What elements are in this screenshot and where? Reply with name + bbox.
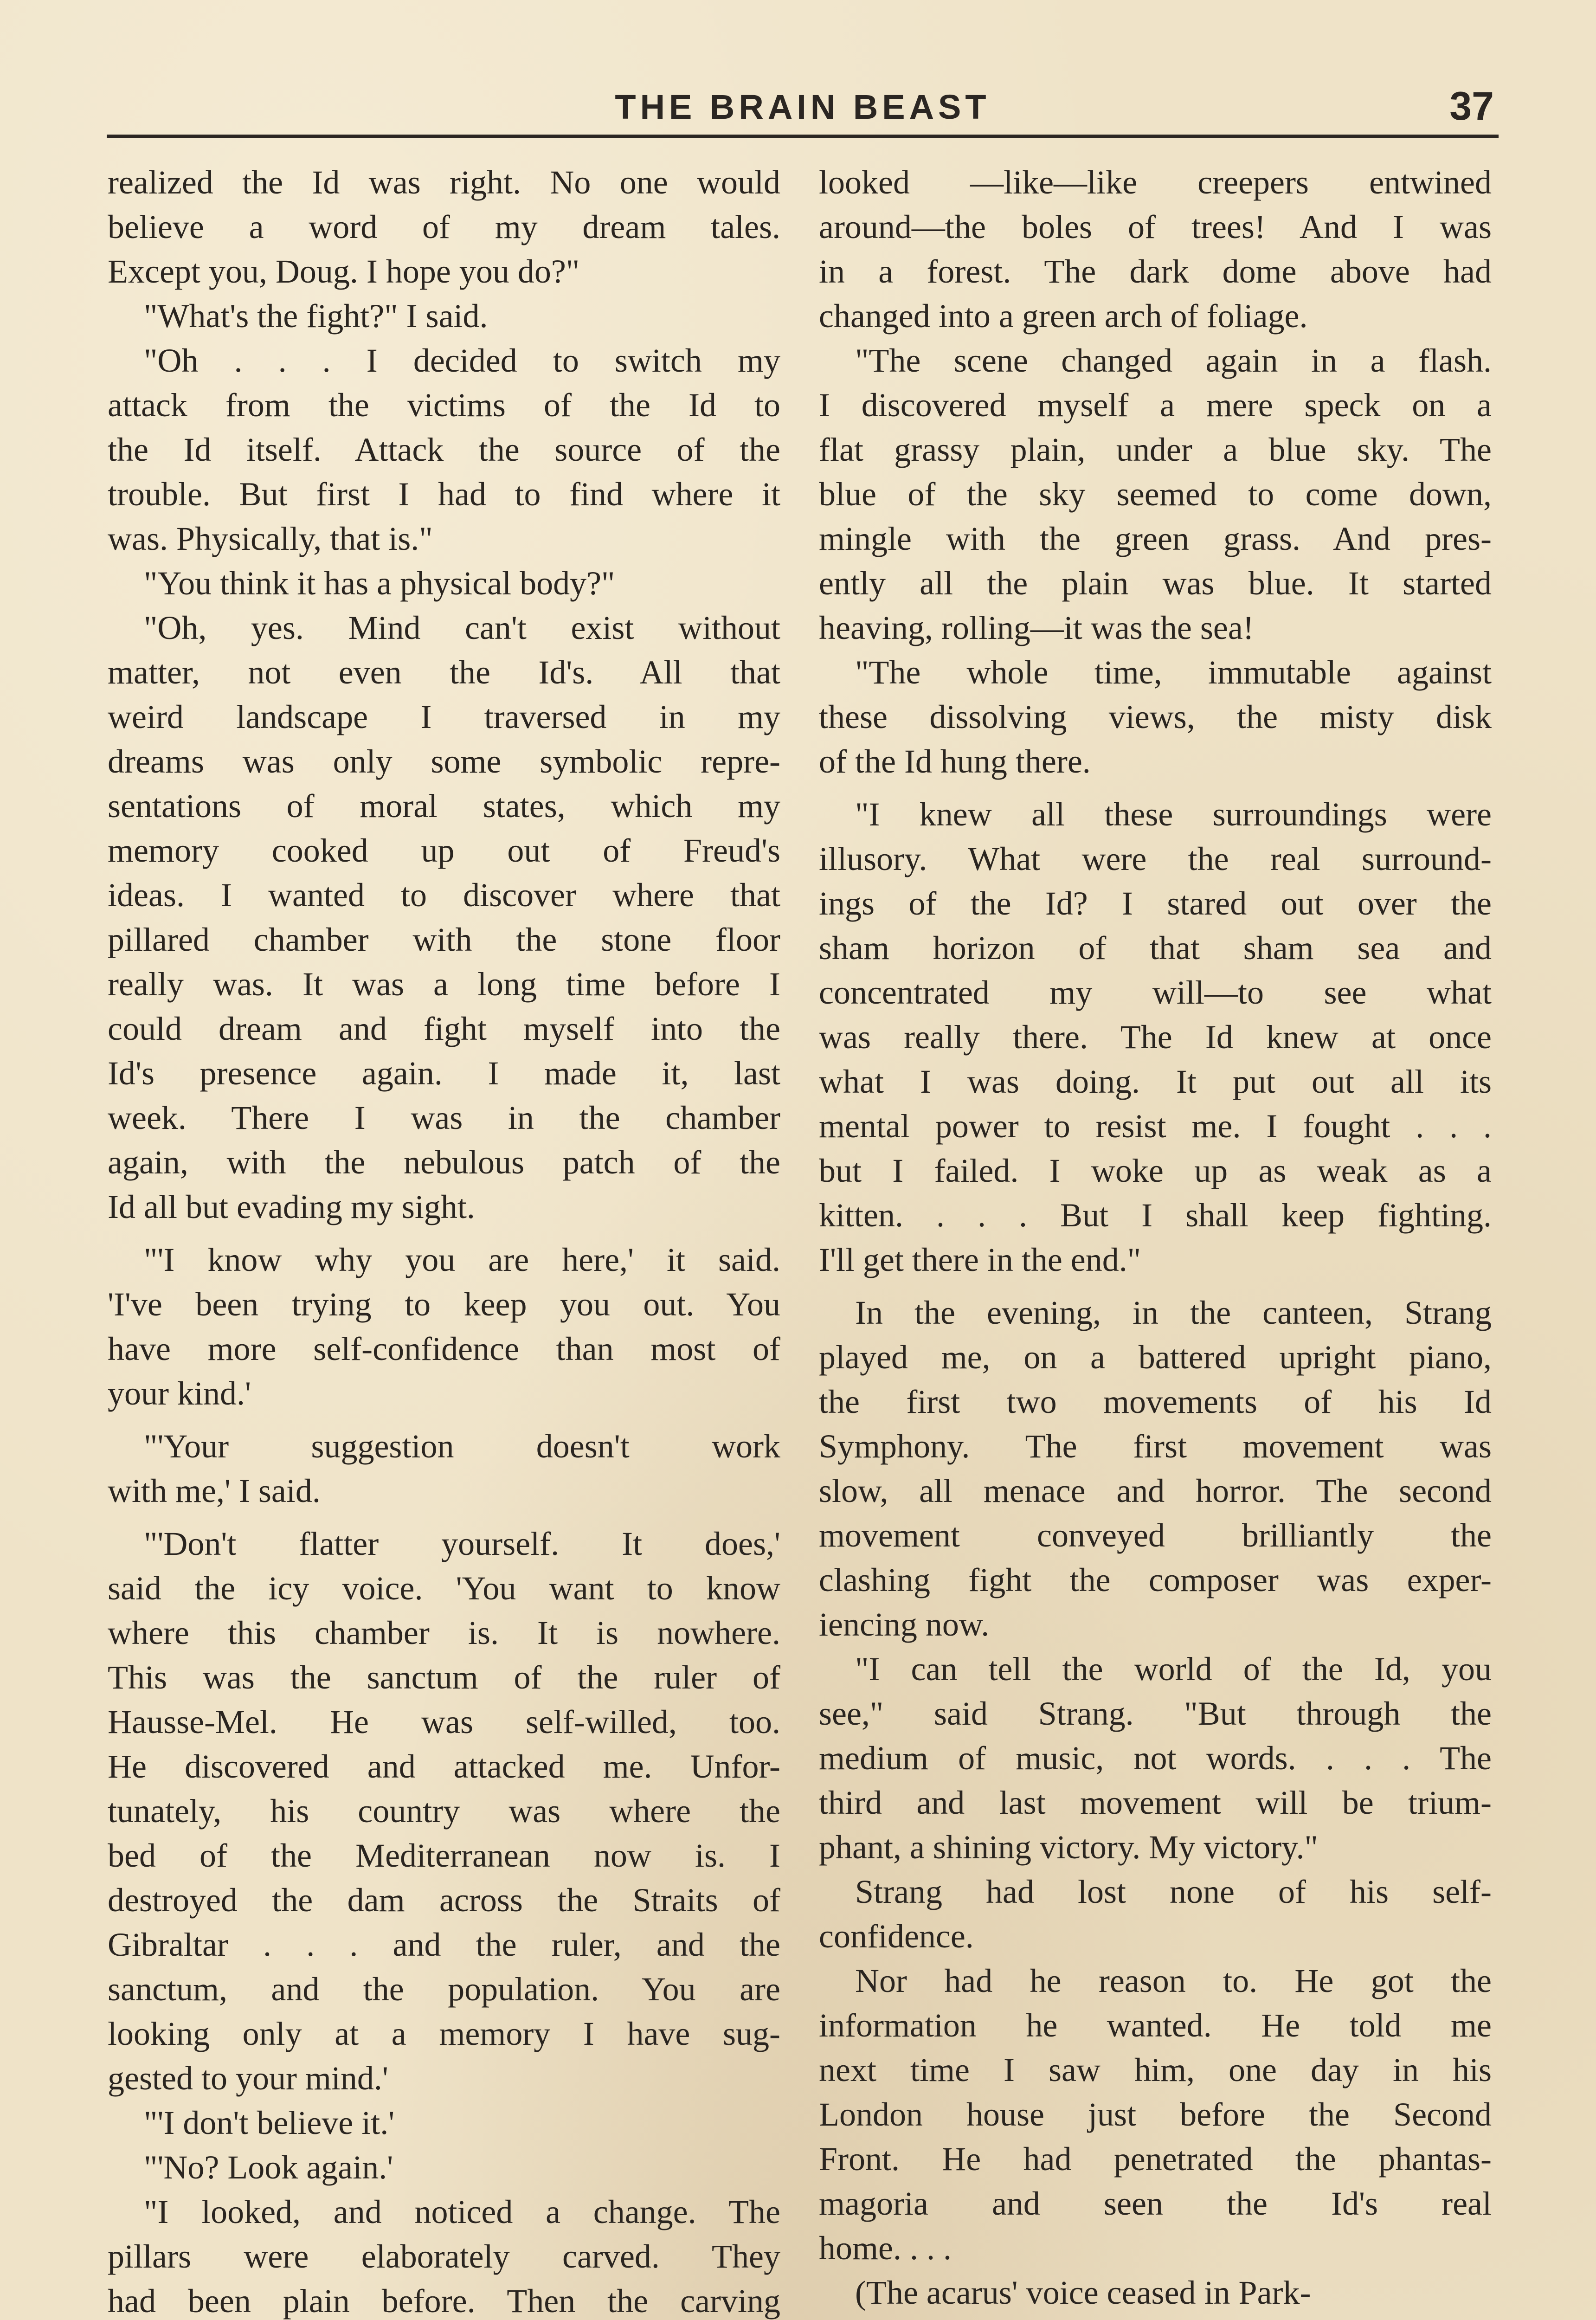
text-line: was really there. The Id knew at once bbox=[819, 1018, 1492, 1056]
text-line: confidence. bbox=[819, 1918, 974, 1955]
text-line: I'll get there in the end." bbox=[819, 1241, 1141, 1278]
text-line: "The whole time, immutable against bbox=[855, 654, 1492, 691]
text-line: London house just before the Second bbox=[819, 2096, 1492, 2133]
text-line: the Id itself. Attack the source of the bbox=[108, 431, 780, 468]
text-line: had been plain before. Then the carving bbox=[108, 2282, 780, 2320]
left-text-column bbox=[108, 160, 780, 2320]
text-line: these dissolving views, the misty disk bbox=[819, 698, 1492, 735]
text-line: "Oh, yes. Mind can't exist without bbox=[144, 609, 780, 646]
text-line: blue of the sky seemed to come down, bbox=[819, 476, 1492, 513]
page-header bbox=[107, 84, 1499, 138]
text-line: "I knew all these surroundings were bbox=[855, 796, 1492, 833]
text-line: "'Your suggestion doesn't work bbox=[144, 1428, 780, 1465]
text-line: medium of music, not words. . . . The bbox=[819, 1740, 1492, 1777]
text-line: Id's presence again. I made it, last bbox=[108, 1055, 780, 1092]
text-line: Strang had lost none of his self- bbox=[855, 1873, 1492, 1910]
text-line: Gibraltar . . . and the ruler, and the bbox=[108, 1926, 780, 1963]
text-line: I discovered myself a mere speck on a bbox=[819, 387, 1492, 424]
text-line: really was. It was a long time before I bbox=[108, 966, 780, 1003]
text-line: Id all but evading my sight. bbox=[108, 1188, 475, 1225]
text-line: Hausse-Mel. He was self-willed, too. bbox=[108, 1703, 780, 1740]
text-line: was. Physically, that is." bbox=[108, 520, 433, 557]
text-line: in a forest. The dark dome above had bbox=[819, 253, 1492, 290]
text-line: "I can tell the world of the Id, you bbox=[855, 1650, 1492, 1688]
text-line: 'I've been trying to keep you out. You bbox=[108, 1286, 780, 1323]
text-line: (The acarus' voice ceased in Park- bbox=[855, 2274, 1311, 2311]
text-line: "The scene changed again in a flash. bbox=[855, 342, 1492, 379]
text-line: Front. He had penetrated the phantas- bbox=[819, 2140, 1492, 2178]
text-line: "'I don't believe it.' bbox=[144, 2104, 395, 2141]
text-line: ings of the Id? I stared out over the bbox=[819, 885, 1492, 922]
text-line: clashing fight the composer was exper- bbox=[819, 1561, 1492, 1598]
right-text-column bbox=[819, 160, 1492, 2315]
text-line: but I failed. I woke up as weak as a bbox=[819, 1152, 1492, 1189]
text-line: concentrated my will—to see what bbox=[819, 974, 1492, 1011]
running-title: THE BRAIN BEAST bbox=[615, 88, 991, 126]
text-line: flat grassy plain, under a blue sky. The bbox=[819, 431, 1492, 468]
text-line: matter, not even the Id's. All that bbox=[108, 654, 780, 691]
text-line: where this chamber is. It is nowhere. bbox=[108, 1614, 780, 1651]
text-line: what I was doing. It put out all its bbox=[819, 1063, 1492, 1100]
text-line: tunately, his country was where the bbox=[108, 1792, 780, 1830]
text-line: have more self-confidence than most of bbox=[108, 1330, 780, 1367]
text-line: changed into a green arch of foliage. bbox=[819, 297, 1308, 335]
text-line: heaving, rolling—it was the sea! bbox=[819, 609, 1254, 646]
text-line: Nor had he reason to. He got the bbox=[855, 1962, 1492, 1999]
text-line: magoria and seen the Id's real bbox=[819, 2185, 1492, 2222]
text-line: "What's the fight?" I said. bbox=[144, 297, 488, 335]
text-line: home. . . . bbox=[819, 2230, 952, 2267]
text-line: destroyed the dam across the Straits of bbox=[108, 1882, 780, 1919]
text-line: sham horizon of that sham sea and bbox=[819, 929, 1492, 967]
text-line: pillared chamber with the stone floor bbox=[108, 921, 780, 958]
text-line: mental power to resist me. I fought . . . bbox=[819, 1108, 1492, 1145]
text-line: played me, on a battered upright piano, bbox=[819, 1339, 1492, 1376]
text-line: "'I know why you are here,' it said. bbox=[144, 1241, 780, 1278]
text-line: sentations of moral states, which my bbox=[108, 787, 780, 825]
text-line: bed of the Mediterranean now is. I bbox=[108, 1837, 780, 1874]
text-line: third and last movement will be trium- bbox=[819, 1784, 1492, 1821]
text-line: next time I saw him, one day in his bbox=[819, 2051, 1492, 2088]
text-line: sanctum, and the population. You are bbox=[108, 1971, 780, 2008]
text-line: pillars were elaborately carved. They bbox=[108, 2238, 780, 2275]
text-line: movement conveyed brilliantly the bbox=[819, 1517, 1492, 1554]
text-line: "Oh . . . I decided to switch my bbox=[144, 342, 780, 379]
text-line: weird landscape I traversed in my bbox=[108, 698, 780, 735]
text-line: ently all the plain was blue. It started bbox=[819, 565, 1492, 602]
text-line: Symphony. The first movement was bbox=[819, 1428, 1492, 1465]
text-line: again, with the nebulous patch of the bbox=[108, 1144, 780, 1181]
text-line: attack from the victims of the Id to bbox=[108, 387, 780, 424]
text-line: iencing now. bbox=[819, 1606, 990, 1643]
page-number: 37 bbox=[1449, 84, 1494, 129]
text-line: realized the Id was right. No one would bbox=[108, 164, 780, 201]
text-line: memory cooked up out of Freud's bbox=[108, 832, 780, 869]
text-line: with me,' I said. bbox=[108, 1472, 321, 1509]
text-line: mingle with the green grass. And pres- bbox=[819, 520, 1492, 557]
text-line: could dream and fight myself into the bbox=[108, 1010, 780, 1047]
text-line: "'No? Look again.' bbox=[144, 2149, 393, 2186]
text-line: kitten. . . . But I shall keep fighting. bbox=[819, 1197, 1492, 1234]
text-line: illusory. What were the real surround- bbox=[819, 840, 1492, 877]
text-line: "You think it has a physical body?" bbox=[144, 565, 615, 602]
text-line: your kind.' bbox=[108, 1375, 251, 1412]
text-line: of the Id hung there. bbox=[819, 743, 1091, 780]
text-line: gested to your mind.' bbox=[108, 2060, 388, 2097]
text-line: phant, a shining victory. My victory." bbox=[819, 1829, 1318, 1866]
text-line: "I looked, and noticed a change. The bbox=[144, 2193, 780, 2230]
text-line: looked —like—like creepers entwined bbox=[819, 164, 1492, 201]
text-line: This was the sanctum of the ruler of bbox=[108, 1659, 780, 1696]
text-line: believe a word of my dream tales. bbox=[108, 208, 780, 245]
text-line: Except you, Doug. I hope you do?" bbox=[108, 253, 580, 290]
text-line: "'Don't flatter yourself. It does,' bbox=[144, 1525, 780, 1562]
text-line: trouble. But first I had to find where it bbox=[108, 476, 780, 513]
text-line: slow, all menace and horror. The second bbox=[819, 1472, 1492, 1509]
text-line: looking only at a memory I have sug- bbox=[108, 2015, 780, 2052]
text-line: He discovered and attacked me. Unfor- bbox=[108, 1748, 780, 1785]
text-line: said the icy voice. 'You want to know bbox=[108, 1570, 780, 1607]
text-line: dreams was only some symbolic repre- bbox=[108, 743, 780, 780]
text-line: see," said Strang. "But through the bbox=[819, 1695, 1492, 1732]
text-line: ideas. I wanted to discover where that bbox=[108, 876, 780, 914]
text-line: information he wanted. He told me bbox=[819, 2007, 1492, 2044]
text-line: week. There I was in the chamber bbox=[108, 1099, 780, 1136]
text-line: the first two movements of his Id bbox=[819, 1383, 1492, 1420]
text-line: In the evening, in the canteen, Strang bbox=[855, 1294, 1492, 1331]
text-line: around—the boles of trees! And I was bbox=[819, 208, 1492, 245]
